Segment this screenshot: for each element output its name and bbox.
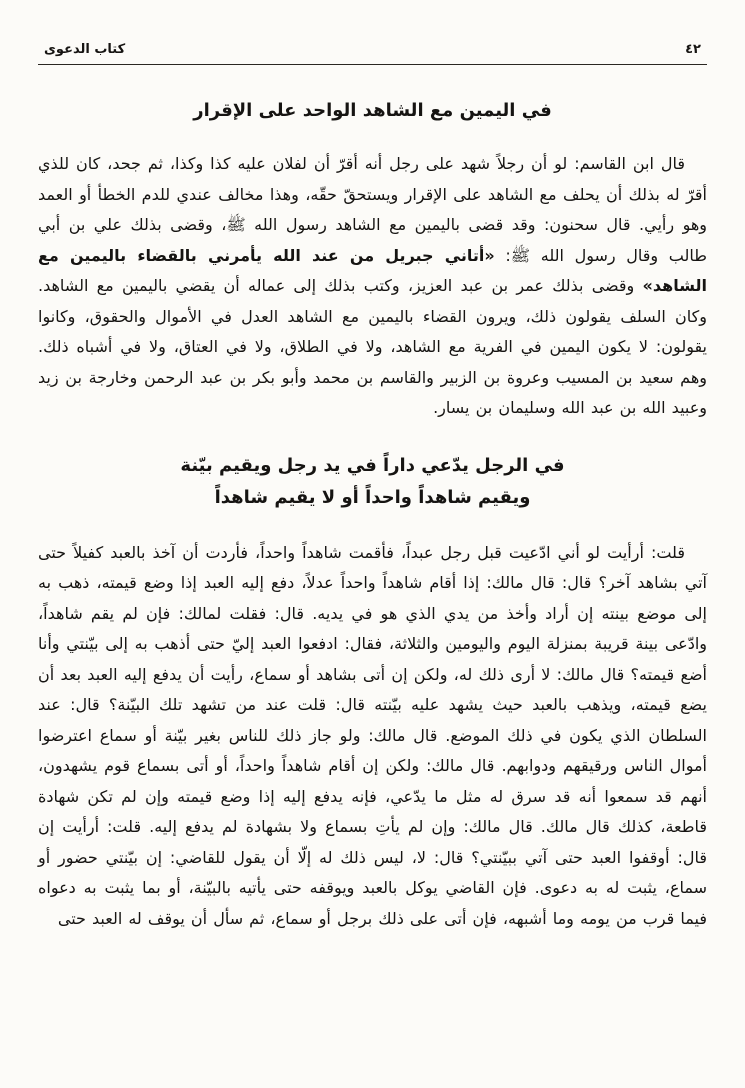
section-2-heading [38,450,707,514]
section-2-heading-line-1: في الرجل يدّعي داراً في يد رجل ويقيم بيّنة [180,454,565,476]
section-1-body [38,149,707,424]
section-2-heading-line-2: ويقيم شاهداً واحداً أو لا يقيم شاهداً [214,486,531,508]
section-2-body: قلت: أرأيت لو أني ادّعيت قبل رجل عبداً، فأقمت شاهداً واحداً، فأردت أن آخذ بالعبد كفيلاً حتى آتي بشاهد آخر؟ قال: قال مالك: إذا أقام شاهداً واحداً عدلاً، دفع إليه العبد إذا وضع قيمته، ذهب به إلى موضع بينته إن أراد وأخذ من يدي الذي هو في يديه. قال: فقلت لمالك: فإن لم يقم شاهداً، وادّعى بينة قريبة بمنزلة اليوم واليومين والثلاثة، فقال: ادفعوا العبد إليّ حتى أذهب به إلى بيّنتي وأنا أضع قيمته؟ قال مالك: لا أرى ذلك له، ولكن إن أتى بشاهد أو سماع، رأيت أن يدفع إليه العبد بعد أن يضع قيمته، ويذهب بالعبد حيث يشهد عليه بيّنته قال: قلت عند من تشهد تلك البيّنة؟ قال: عند السلطان الذي يكون في ذلك الموضع. قال مالك: ولو جاز ذلك للناس بغير بيّنة أو سماع اعترضوا أموال الناس ورقيقهم ودوابهم. قال مالك: ولكن إن أقام شاهداً واحداً، أو أتى بسماع قوم يشهدون، أنهم قد سمعوا أنه قد سرق له مثل ما يدّعي، فإنه يدفع إليه إذا وضع قيمته وإن لم تكن شهادة قاطعة، كذلك قال مالك. قال مالك: وإن لم يأتِ بسماع ولا بشهادة لم يدفع إليه. قلت: أرأيت إن قال: أوقفوا العبد حتى آتي ببيّنتي؟ قال: لا، ليس ذلك له إلّا أن يقول للقاضي: إن بيّنتي حضور أو سماع، يثبت له به دعوى. فإن القاضي يوكل بالعبد ويوقفه حتى يأتيه بالبيّنة، أو بما يثبت به دعواه فيما قرب من يومه وما أشبهه، فإن أتى على ذلك برجل أو سماع، ثم سأل أن يوقف له العبد حتى [38,542,707,928]
book-section-title: كتاب الدعوى [44,42,126,57]
section-1-heading: في اليمين مع الشاهد الواحد على الإقرار [193,100,552,121]
hadith-bold-text: «أتاني جبريل من عند الله يأمرني بالقضاء باليمين مع الشاهد» [38,245,707,295]
body-text-segment: قال ابن القاسم: لو أن رجلاً شهد على رجل أنه أقرّ أن لفلان عليه كذا وكذا، ثم جحد، كان للذي أقرّ له بذلك أن يحلف مع الشاهد على الإقرار ويستحقّ حقّه، وهذا مخالف عندي للدم الخطأ أو العمد وهو رأيي. قال سحنون: وقد قضى باليمين مع الشاهد رسول الله ﷺ، وقضى بذلك علي بن أبي طالب وقال رسول الله ﷺ: [38,154,707,265]
page-number: ٤٢ [685,42,701,57]
page-header [38,42,707,64]
body-text-segment: وقضى بذلك عمر بن عبد العزيز، وكتب بذلك إلى عماله أن يقضي باليمين مع الشاهد. وكان السلف يقولون ذلك، ويرون القضاء باليمين مع الشاهد العدل في الأموال والحقوق، وكانوا يقولون: لا يكون اليمين في الفرية مع الشاهد، ولا في الطلاق، ولا في العتاق، ولا في أشباه ذلك. وهم سعيد بن المسيب وعروة بن الزبير والقاسم بن محمد وأبو بكر بن عبد الرحمن وخارجة بن زيد وعبيد الله بن عبد الله وسليمان بن يسار. [38,276,707,417]
header-rule [38,64,707,65]
